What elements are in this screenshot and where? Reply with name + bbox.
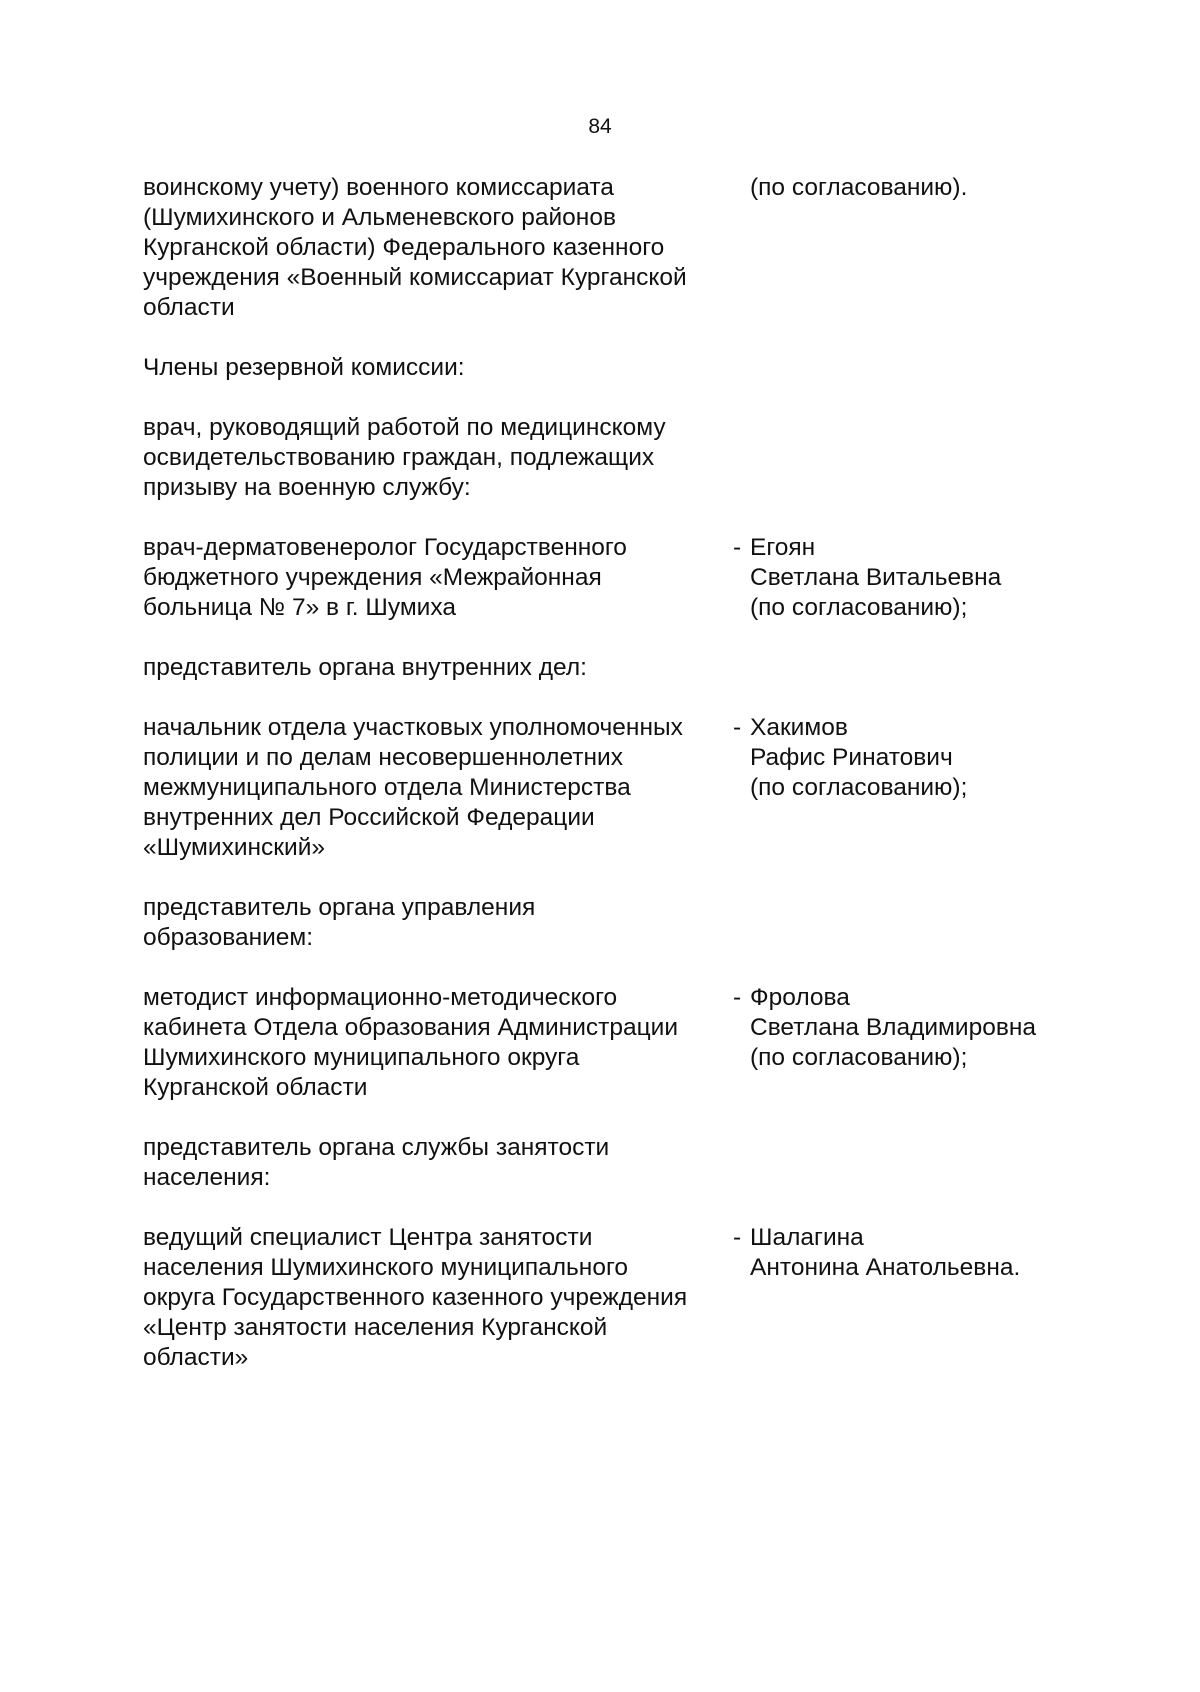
description-line: начальник отдела участковых уполномоченных <box>143 714 683 741</box>
entry-description <box>143 413 733 503</box>
entry-person <box>733 713 1173 803</box>
description-line: Курганской области) Федерального казенного <box>143 234 665 261</box>
description-line: (Шумихинского и Альменевского районов <box>143 204 616 231</box>
entry-description <box>143 653 733 683</box>
dash-mark: - <box>733 714 742 741</box>
description-line: Шумихинского муниципального округа <box>143 1044 580 1071</box>
entry-person <box>733 983 1173 1073</box>
document-entry <box>0 173 1200 323</box>
person-detail: (по согласованию); <box>750 1044 968 1071</box>
entry-description <box>143 533 733 623</box>
person-surname: Хакимов <box>750 714 848 741</box>
entry-description <box>143 893 733 953</box>
person-surname: Егоян <box>750 534 816 561</box>
description-line: области» <box>143 1344 249 1371</box>
description-line: межмуниципального отдела Министерства <box>143 774 631 801</box>
description-line: области <box>143 294 235 321</box>
description-line: представитель органа службы занятости <box>143 1134 610 1161</box>
person-surname: Шалагина <box>750 1224 864 1251</box>
document-entry <box>0 1223 1200 1373</box>
description-line: Члены резервной комиссии: <box>143 354 465 381</box>
person-detail: Рафис Ринатович <box>750 744 953 771</box>
entry-person <box>733 1223 1173 1283</box>
description-line: «Шумихинский» <box>143 834 326 861</box>
description-line: врач-дерматовенеролог Государственного <box>143 534 627 561</box>
description-line: внутренних дел Российской Федерации <box>143 804 595 831</box>
person-detail: Светлана Владимировна <box>750 1014 1037 1041</box>
document-entry <box>0 413 1200 503</box>
document-entry <box>0 983 1200 1103</box>
dash-mark: - <box>733 984 742 1011</box>
description-line: воинскому учету) военного комиссариата <box>143 174 614 201</box>
description-line: ведущий специалист Центра занятости <box>143 1224 593 1251</box>
description-line: бюджетного учреждения «Межрайонная <box>143 564 602 591</box>
description-line: округа Государственного казенного учреждения <box>143 1284 688 1311</box>
description-line: образованием: <box>143 924 314 951</box>
entry-person <box>733 173 1173 203</box>
description-line: призыву на военную службу: <box>143 474 471 501</box>
description-line: полиции и по делам несовершеннолетних <box>143 744 623 771</box>
agreement-note: (по согласованию). <box>750 174 968 201</box>
document-entry <box>0 353 1200 383</box>
entry-description <box>143 1133 733 1193</box>
entry-description <box>143 983 733 1103</box>
entry-description <box>143 353 733 383</box>
document-entry <box>0 653 1200 683</box>
description-line: больница № 7» в г. Шумиха <box>143 594 456 621</box>
document-entry <box>0 533 1200 623</box>
description-line: Курганской области <box>143 1074 368 1101</box>
document-body <box>0 173 1200 1403</box>
person-detail: Светлана Витальевна <box>750 564 1002 591</box>
description-line: кабинета Отдела образования Администрации <box>143 1014 679 1041</box>
description-line: населения Шумихинского муниципального <box>143 1254 628 1281</box>
description-line: методист информационно-методического <box>143 984 618 1011</box>
description-line: врач, руководящий работой по медицинскому <box>143 414 666 441</box>
person-detail: Антонина Анатольевна. <box>750 1254 1021 1281</box>
entry-person <box>733 533 1173 623</box>
person-detail: (по согласованию); <box>750 594 968 621</box>
document-entry <box>0 1133 1200 1193</box>
document-entry <box>0 713 1200 863</box>
description-line: представитель органа внутренних дел: <box>143 654 587 681</box>
description-line: учреждения «Военный комиссариат Курганской <box>143 264 687 291</box>
entry-description <box>143 713 733 863</box>
description-line: «Центр занятости населения Курганской <box>143 1314 608 1341</box>
document-entry <box>0 893 1200 953</box>
description-line: представитель органа управления <box>143 894 536 921</box>
person-surname: Фролова <box>750 984 850 1011</box>
description-line: населения: <box>143 1164 271 1191</box>
entry-description <box>143 1223 733 1373</box>
entry-description <box>143 173 733 323</box>
person-detail: (по согласованию); <box>750 774 968 801</box>
description-line: освидетельствованию граждан, подлежащих <box>143 444 655 471</box>
dash-mark: - <box>733 1224 742 1251</box>
page-number: 84 <box>588 115 612 138</box>
dash-mark: - <box>733 534 742 561</box>
